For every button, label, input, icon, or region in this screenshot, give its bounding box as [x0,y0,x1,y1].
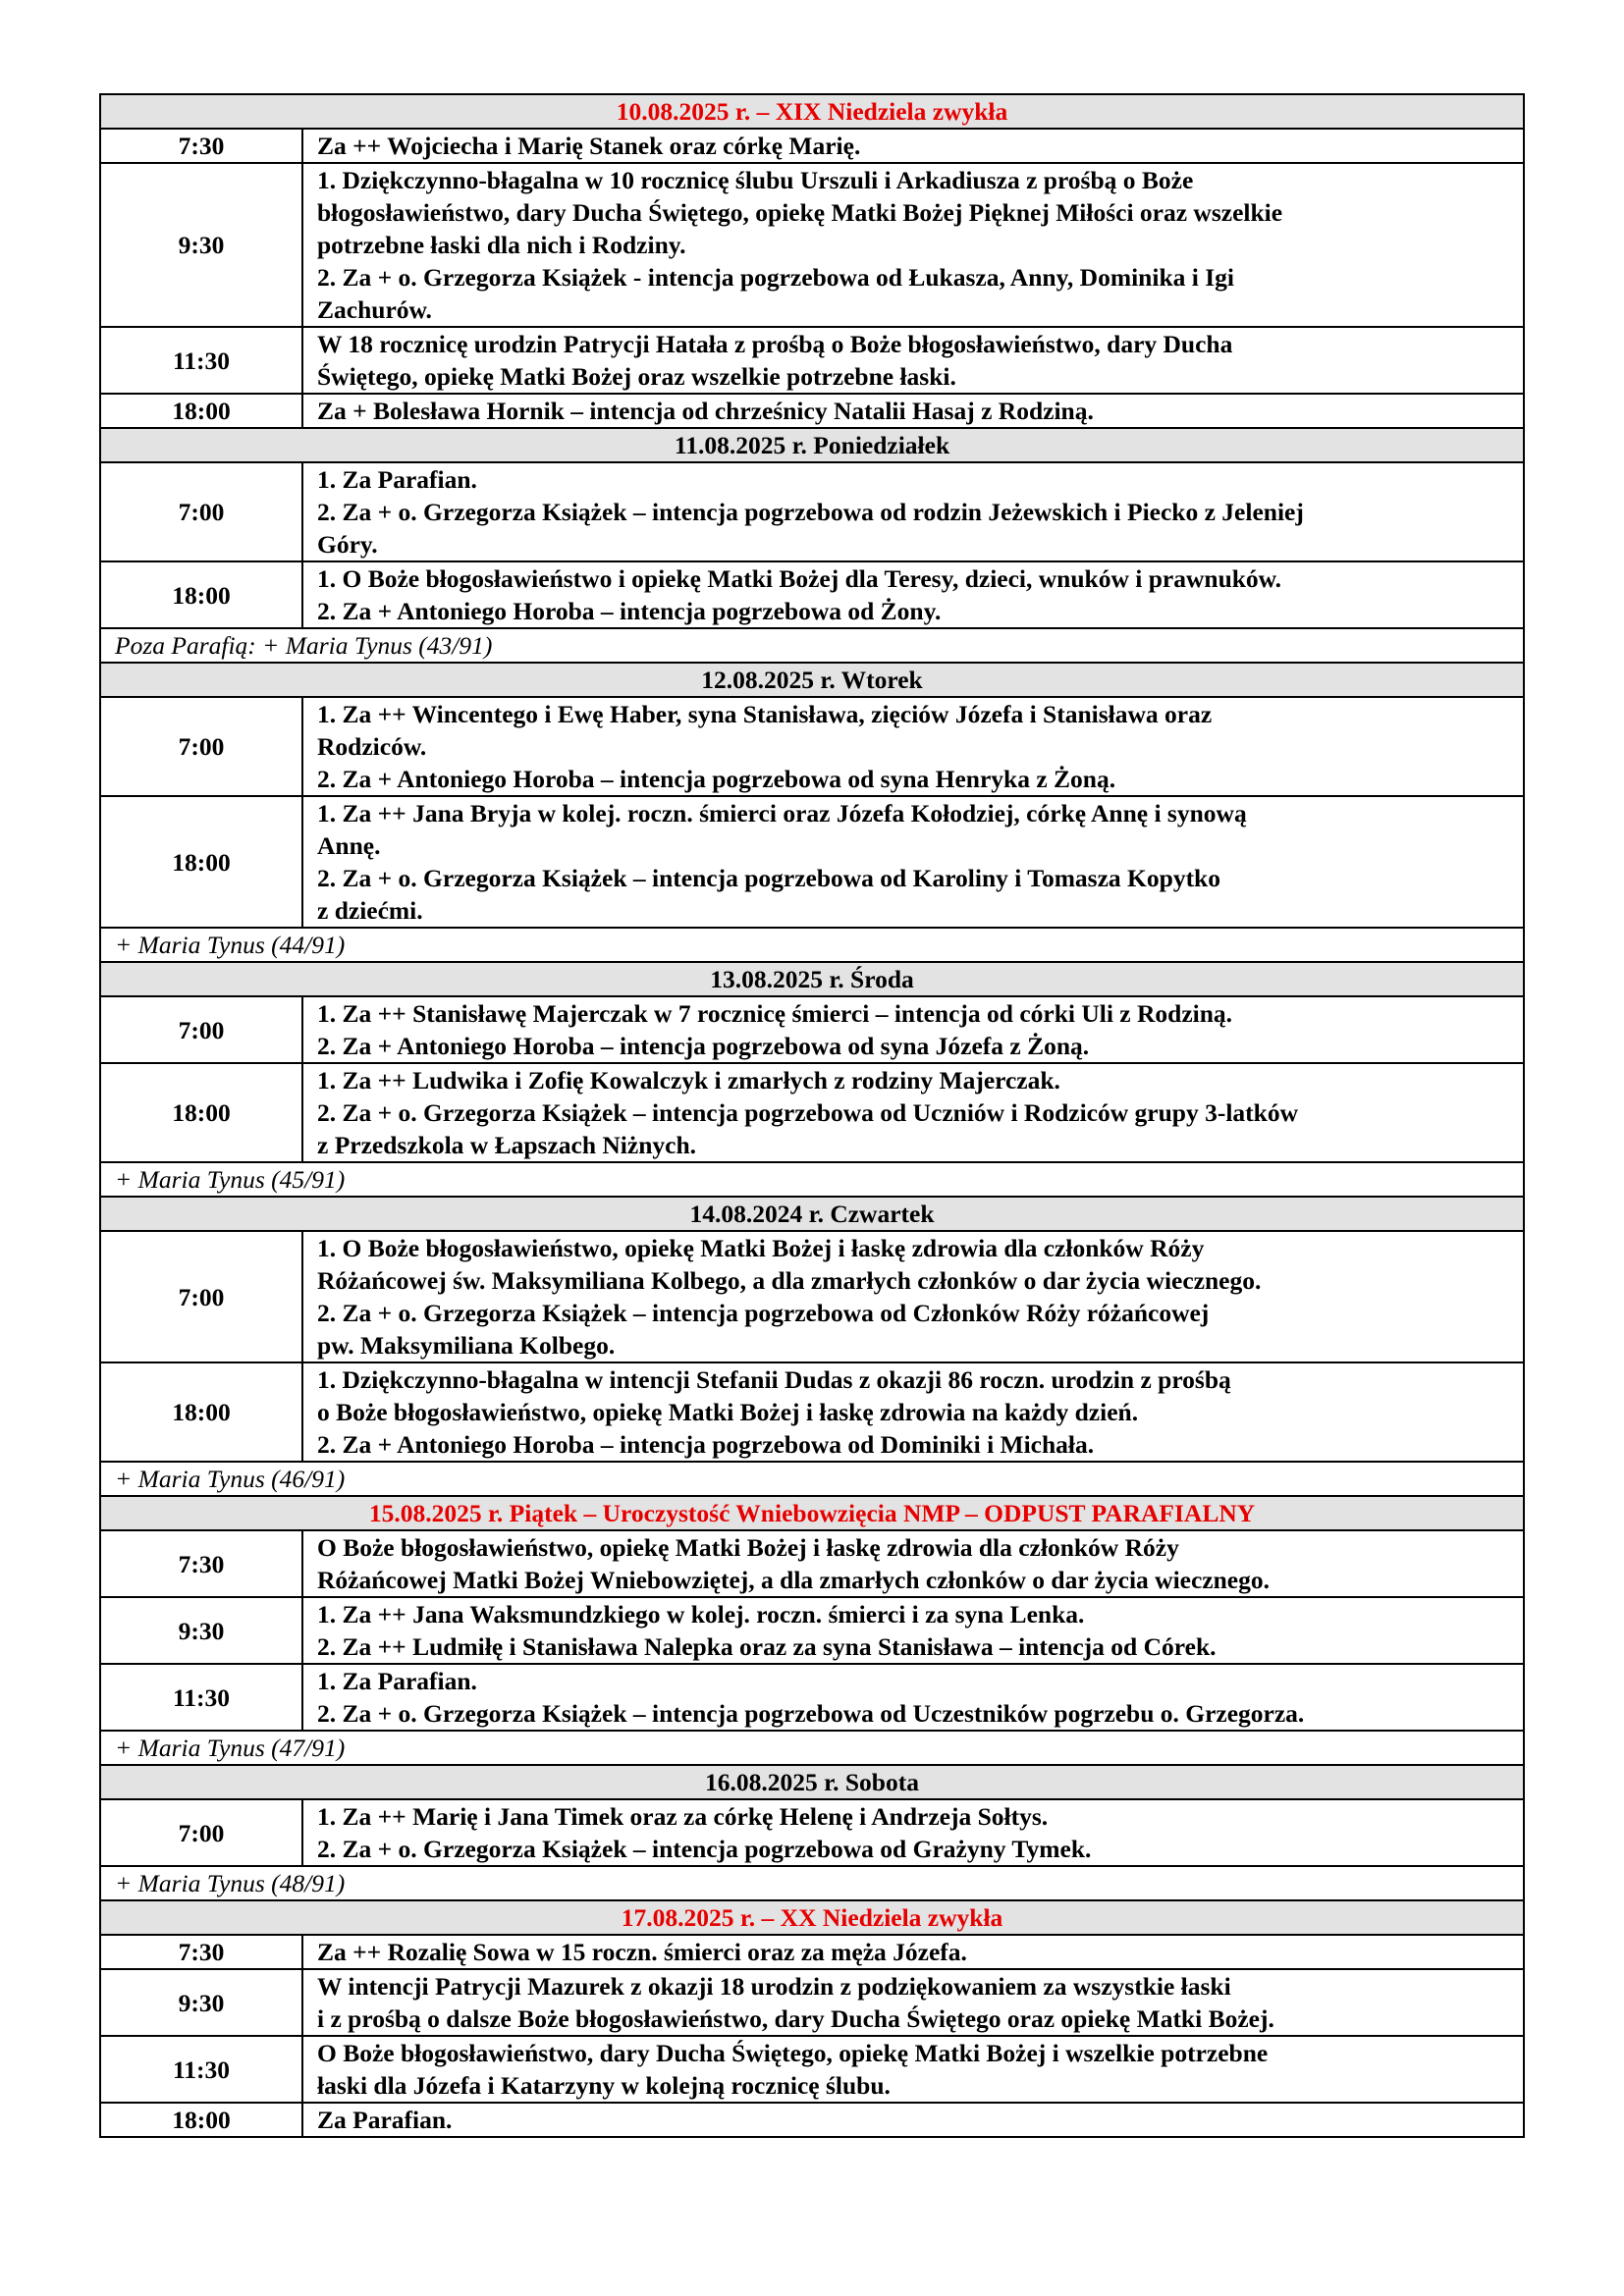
mass-row [100,1969,1524,2036]
mass-intentions-table [99,93,1525,2138]
intention-line: 2. Za ++ Ludmiłę i Stanisława Nalepka oraz za syna Stanisława – intencja od Córek. [317,1632,1217,1661]
intention-line: i z prośbą o dalsze Boże błogosławieństwo, dary Ducha Świętego oraz opiekę Matki Bożej. [317,2004,1274,2033]
intention-line: Góry. [317,530,378,559]
mass-row [100,2036,1524,2103]
mass-intention [302,163,1524,327]
mass-intention [302,462,1524,561]
mass-row [100,394,1524,428]
outside-parish-note: + Maria Tynus (44/91) [100,928,1524,962]
mass-time: 18:00 [100,1063,302,1162]
outside-parish-note: + Maria Tynus (46/91) [100,1462,1524,1496]
mass-time: 9:30 [100,163,302,327]
mass-intention [302,796,1524,928]
intention-line: 1. Za ++ Wincentego i Ewę Haber, syna Stanisława, zięciów Józefa i Stanisława oraz [317,700,1213,728]
note-row [100,928,1524,962]
mass-intention [302,2103,1524,2137]
mass-intention [302,697,1524,796]
day-header-row [100,663,1524,697]
mass-intention [302,996,1524,1063]
mass-row [100,1231,1524,1362]
note-row [100,628,1524,663]
intention-line: Annę. [317,831,381,860]
intention-line: Zachurów. [317,295,432,324]
mass-time: 18:00 [100,561,302,628]
outside-parish-note: Poza Parafią: + Maria Tynus (43/91) [100,628,1524,663]
intention-line: Za ++ Wojciecha i Marię Stanek oraz córkę Marię. [317,132,861,160]
intention-line: o Boże błogosławieństwo, opiekę Matki Bożej i łaskę zdrowia na każdy dzień. [317,1398,1139,1426]
mass-row [100,561,1524,628]
mass-intention [302,327,1524,394]
day-header: 10.08.2025 r. – XIX Niedziela zwykła [100,94,1524,129]
intention-line: Rodziców. [317,732,427,761]
intention-line: 2. Za + o. Grzegorza Książek – intencja pogrzebowa od rodzin Jeżewskich i Piecko z Jeleniej [317,498,1304,526]
mass-time: 7:00 [100,996,302,1063]
mass-time: 7:30 [100,1530,302,1597]
intention-line: 1. Za ++ Jana Bryja w kolej. roczn. śmierci oraz Józefa Kołodziej, córkę Annę i synową [317,799,1247,828]
intention-line: Różańcowej Matki Bożej Wniebowziętej, a dla zmarłych członków o dar życia wiecznego. [317,1566,1270,1594]
note-row [100,1162,1524,1197]
note-row [100,1462,1524,1496]
note-row [100,1731,1524,1765]
mass-row [100,1063,1524,1162]
intention-line: 2. Za + o. Grzegorza Książek – intencja pogrzebowa od Karoliny i Tomasza Kopytko [317,864,1220,892]
intention-line: 1. Dziękczynno-błagalna w 10 rocznicę ślubu Urszuli i Arkadiusza z prośbą o Boże [317,166,1194,194]
mass-intention [302,1935,1524,1969]
intention-line: z dziećmi. [317,896,423,925]
intention-line: błogosławieństwo, dary Ducha Świętego, opiekę Matki Bożej Pięknej Miłości oraz wszelkie [317,198,1283,227]
mass-intention [302,1063,1524,1162]
intention-line: 1. Za ++ Marię i Jana Timek oraz za córkę Helenę i Andrzeja Sołtys. [317,1802,1049,1831]
outside-parish-note: + Maria Tynus (47/91) [100,1731,1524,1765]
mass-time: 18:00 [100,2103,302,2137]
intention-line: 2. Za + o. Grzegorza Książek – intencja pogrzebowa od Uczniów i Rodziców grupy 3-latków [317,1098,1299,1127]
outside-parish-note: + Maria Tynus (48/91) [100,1866,1524,1900]
mass-intention [302,1799,1524,1866]
intention-line: z Przedszkola w Łapszach Niżnych. [317,1131,697,1159]
intention-line: 2. Za + o. Grzegorza Książek - intencja pogrzebowa od Łukasza, Anny, Dominika i Igi [317,263,1234,292]
intention-line: łaski dla Józefa i Katarzyny w kolejną rocznicę ślubu. [317,2071,891,2100]
mass-time: 7:00 [100,462,302,561]
intention-line: O Boże błogosławieństwo, opiekę Matki Bożej i łaskę zdrowia dla członków Róży [317,1533,1179,1562]
day-header-row [100,94,1524,129]
intention-line: 1. Za ++ Jana Waksmundzkiego w kolej. roczn. śmierci i za syna Lenka. [317,1600,1085,1629]
mass-row [100,1362,1524,1462]
day-header: 17.08.2025 r. – XX Niedziela zwykła [100,1900,1524,1935]
mass-time: 9:30 [100,1969,302,2036]
mass-row [100,2103,1524,2137]
intention-line: W intencji Patrycji Mazurek z okazji 18 urodzin z podziękowaniem za wszystkie łaski [317,1972,1231,2001]
day-header: 12.08.2025 r. Wtorek [100,663,1524,697]
mass-row [100,1597,1524,1664]
intention-line: 2. Za + o. Grzegorza Książek – intencja pogrzebowa od Uczestników pogrzebu o. Grzegorza. [317,1699,1305,1728]
day-header-row [100,1496,1524,1530]
mass-row [100,796,1524,928]
intention-line: 1. Za ++ Stanisławę Majerczak w 7 rocznicę śmierci – intencja od córki Uli z Rodziną. [317,999,1233,1028]
mass-row [100,996,1524,1063]
note-row [100,1866,1524,1900]
mass-time: 7:00 [100,697,302,796]
mass-row [100,697,1524,796]
intention-line: 2. Za + Antoniego Horoba – intencja pogrzebowa od Żony. [317,597,942,625]
mass-time: 11:30 [100,327,302,394]
day-header: 13.08.2025 r. Środa [100,962,1524,996]
intention-line: 2. Za + Antoniego Horoba – intencja pogrzebowa od Dominiki i Michała. [317,1430,1095,1459]
mass-time: 11:30 [100,2036,302,2103]
mass-intention [302,1362,1524,1462]
intention-line: pw. Maksymiliana Kolbego. [317,1331,616,1360]
mass-row [100,462,1524,561]
day-header: 14.08.2024 r. Czwartek [100,1197,1524,1231]
mass-intention [302,129,1524,163]
intention-line: Różańcowej św. Maksymiliana Kolbego, a dla zmarłych członków o dar życia wiecznego. [317,1266,1262,1295]
mass-row [100,327,1524,394]
intention-line: 1. Za Parafian. [317,1667,477,1695]
outside-parish-note: + Maria Tynus (45/91) [100,1162,1524,1197]
mass-intention [302,1530,1524,1597]
day-header: 15.08.2025 r. Piątek – Uroczystość Wniebowzięcia NMP – ODPUST PARAFIALNY [100,1496,1524,1530]
day-header-row [100,428,1524,462]
mass-row [100,1664,1524,1731]
mass-row [100,1935,1524,1969]
mass-intention [302,1231,1524,1362]
mass-intention [302,2036,1524,2103]
day-header: 16.08.2025 r. Sobota [100,1765,1524,1799]
intention-line: Świętego, opiekę Matki Bożej oraz wszelkie potrzebne łaski. [317,362,956,391]
mass-time: 9:30 [100,1597,302,1664]
mass-intention [302,1597,1524,1664]
intention-line: Za + Bolesława Hornik – intencja od chrześnicy Natalii Hasaj z Rodziną. [317,397,1094,425]
day-header-row [100,1197,1524,1231]
day-header-row [100,1765,1524,1799]
mass-time: 7:30 [100,129,302,163]
intention-line: W 18 rocznicę urodzin Patrycji Hatała z prośbą o Boże błogosławieństwo, dary Ducha [317,330,1233,358]
intention-line: 1. O Boże błogosławieństwo, opiekę Matki Bożej i łaskę zdrowia dla członków Róży [317,1234,1205,1262]
mass-time: 18:00 [100,1362,302,1462]
intention-line: 2. Za + o. Grzegorza Książek – intencja pogrzebowa od Grażyny Tymek. [317,1835,1092,1863]
day-header-row [100,1900,1524,1935]
intention-line: Za Parafian. [317,2106,453,2134]
intention-line: O Boże błogosławieństwo, dary Ducha Świętego, opiekę Matki Bożej i wszelkie potrzebne [317,2039,1269,2067]
intention-line: potrzebne łaski dla nich i Rodziny. [317,231,686,259]
mass-row [100,1799,1524,1866]
intention-line: 1. Dziękczynno-błagalna w intencji Stefanii Dudas z okazji 86 roczn. urodzin z prośbą [317,1365,1231,1394]
intention-line: 2. Za + Antoniego Horoba – intencja pogrzebowa od syna Henryka z Żoną. [317,765,1116,793]
mass-row [100,163,1524,327]
mass-intention [302,1664,1524,1731]
intention-line: Za ++ Rozalię Sowa w 15 roczn. śmierci oraz za męża Józefa. [317,1938,967,1966]
mass-time: 18:00 [100,796,302,928]
mass-row [100,129,1524,163]
day-header: 11.08.2025 r. Poniedziałek [100,428,1524,462]
intention-line: 1. Za ++ Ludwika i Zofię Kowalczyk i zmarłych z rodziny Majerczak. [317,1066,1060,1095]
mass-intention [302,1969,1524,2036]
mass-time: 7:00 [100,1799,302,1866]
intention-line: 2. Za + Antoniego Horoba – intencja pogrzebowa od syna Józefa z Żoną. [317,1032,1090,1060]
mass-time: 7:30 [100,1935,302,1969]
mass-time: 11:30 [100,1664,302,1731]
intention-line: 1. O Boże błogosławieństwo i opiekę Matki Bożej dla Teresy, dzieci, wnuków i prawnuków. [317,564,1282,593]
mass-time: 7:00 [100,1231,302,1362]
schedule-body [100,94,1524,2137]
mass-row [100,1530,1524,1597]
mass-intention [302,394,1524,428]
mass-time: 18:00 [100,394,302,428]
intention-line: 1. Za Parafian. [317,465,477,494]
mass-intention [302,561,1524,628]
day-header-row [100,962,1524,996]
intention-line: 2. Za + o. Grzegorza Książek – intencja pogrzebowa od Członków Róży różańcowej [317,1299,1210,1327]
